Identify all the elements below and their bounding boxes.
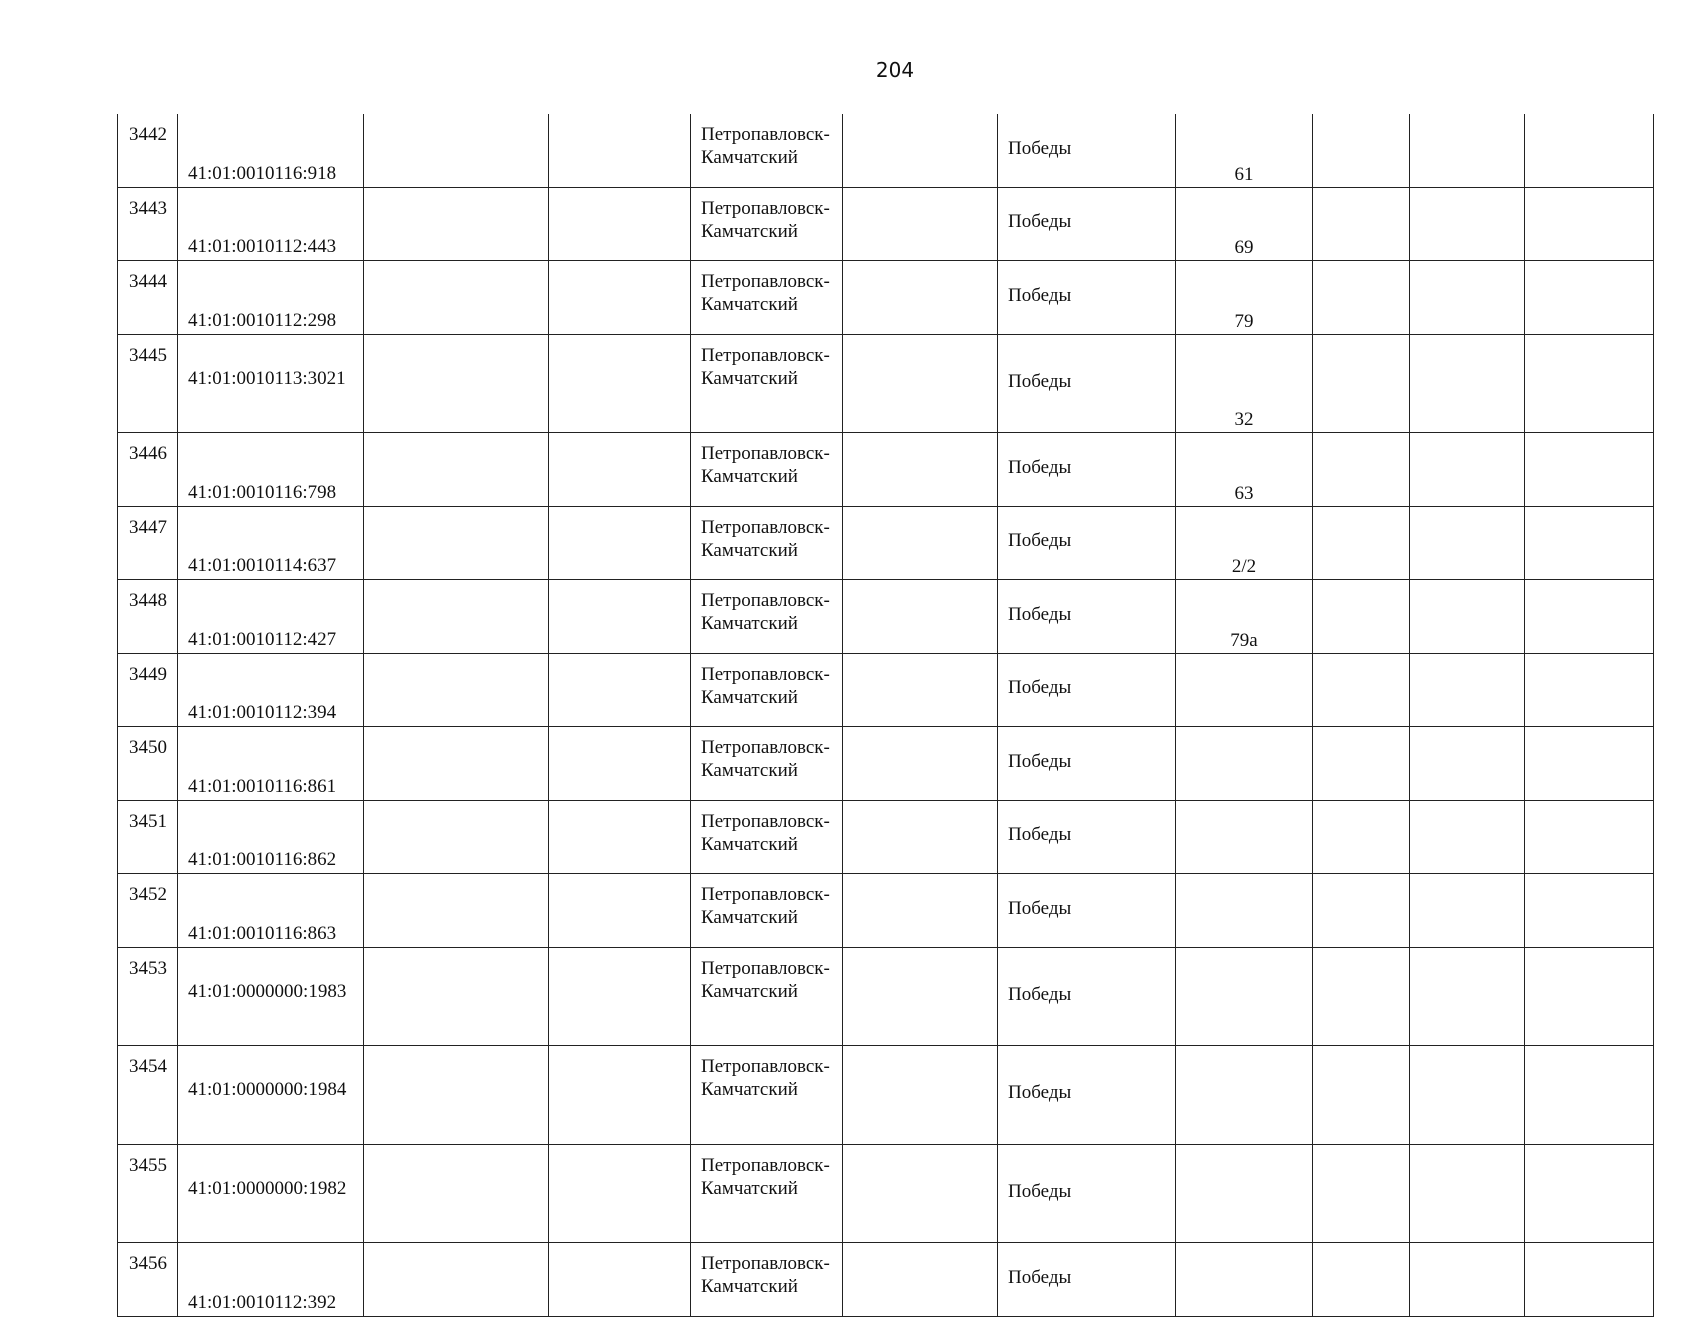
table-row	[118, 433, 1654, 507]
registry-table	[117, 114, 1654, 1317]
empty-cell	[1410, 114, 1525, 187]
row-number-cell: 3443	[118, 187, 178, 261]
row-number-cell: 3456	[118, 1243, 178, 1317]
empty-cell	[549, 580, 691, 654]
house-number-cell: 69	[1176, 187, 1313, 261]
cadastral-number-cell: 41:01:0010112:427	[178, 580, 364, 654]
table-row	[118, 261, 1654, 335]
empty-cell	[843, 653, 998, 727]
table-row	[118, 1243, 1654, 1317]
table-row	[118, 580, 1654, 654]
empty-cell	[1313, 114, 1410, 187]
cadastral-number-cell: 41:01:0010112:443	[178, 187, 364, 261]
street-cell: Победы	[998, 727, 1176, 801]
house-number-cell: 61	[1176, 114, 1313, 187]
city-cell: Петропавловск-Камчатский	[691, 1046, 843, 1145]
row-number-cell: 3448	[118, 580, 178, 654]
empty-cell	[1313, 1243, 1410, 1317]
table-row	[118, 947, 1654, 1046]
house-number-cell	[1176, 727, 1313, 801]
empty-cell	[1525, 874, 1654, 948]
empty-cell	[549, 261, 691, 335]
empty-cell	[1410, 1243, 1525, 1317]
empty-cell	[1313, 874, 1410, 948]
empty-cell	[843, 580, 998, 654]
row-number-cell: 3454	[118, 1046, 178, 1145]
street-cell: Победы	[998, 433, 1176, 507]
cadastral-number-cell: 41:01:0000000:1982	[178, 1144, 364, 1243]
empty-cell	[549, 1243, 691, 1317]
cadastral-number-cell: 41:01:0000000:1984	[178, 1046, 364, 1145]
empty-cell	[364, 947, 549, 1046]
empty-cell	[1410, 1144, 1525, 1243]
empty-cell	[843, 114, 998, 187]
empty-cell	[549, 433, 691, 507]
street-cell: Победы	[998, 947, 1176, 1046]
empty-cell	[364, 1243, 549, 1317]
empty-cell	[843, 1046, 998, 1145]
empty-cell	[1525, 580, 1654, 654]
empty-cell	[1525, 114, 1654, 187]
empty-cell	[1313, 653, 1410, 727]
city-cell: Петропавловск-Камчатский	[691, 947, 843, 1046]
house-number-cell	[1176, 1046, 1313, 1145]
empty-cell	[1410, 334, 1525, 433]
cadastral-number-cell: 41:01:0010112:298	[178, 261, 364, 335]
row-number-cell: 3455	[118, 1144, 178, 1243]
empty-cell	[1410, 653, 1525, 727]
row-number-cell: 3453	[118, 947, 178, 1046]
empty-cell	[843, 261, 998, 335]
empty-cell	[549, 187, 691, 261]
empty-cell	[1525, 727, 1654, 801]
row-number-cell: 3451	[118, 800, 178, 874]
house-number-cell	[1176, 1243, 1313, 1317]
empty-cell	[1313, 800, 1410, 874]
empty-cell	[364, 114, 549, 187]
empty-cell	[1525, 653, 1654, 727]
city-cell: Петропавловск-Камчатский	[691, 1144, 843, 1243]
empty-cell	[843, 1243, 998, 1317]
cadastral-number-cell: 41:01:0010116:918	[178, 114, 364, 187]
empty-cell	[549, 506, 691, 580]
empty-cell	[364, 506, 549, 580]
empty-cell	[843, 947, 998, 1046]
row-number-cell: 3447	[118, 506, 178, 580]
empty-cell	[1313, 506, 1410, 580]
empty-cell	[549, 947, 691, 1046]
empty-cell	[364, 1144, 549, 1243]
table-row	[118, 506, 1654, 580]
row-number-cell: 3444	[118, 261, 178, 335]
street-cell: Победы	[998, 1046, 1176, 1145]
house-number-cell: 63	[1176, 433, 1313, 507]
cadastral-number-cell: 41:01:0010116:861	[178, 727, 364, 801]
row-number-cell: 3450	[118, 727, 178, 801]
empty-cell	[1313, 1046, 1410, 1145]
empty-cell	[843, 187, 998, 261]
table-row	[118, 334, 1654, 433]
cadastral-number-cell: 41:01:0010116:863	[178, 874, 364, 948]
empty-cell	[364, 653, 549, 727]
house-number-cell: 79а	[1176, 580, 1313, 654]
empty-cell	[1525, 1243, 1654, 1317]
empty-cell	[1410, 947, 1525, 1046]
empty-cell	[549, 1046, 691, 1145]
empty-cell	[1525, 334, 1654, 433]
table-row	[118, 800, 1654, 874]
house-number-cell	[1176, 947, 1313, 1046]
row-number-cell: 3452	[118, 874, 178, 948]
city-cell: Петропавловск-Камчатский	[691, 114, 843, 187]
city-cell: Петропавловск-Камчатский	[691, 653, 843, 727]
empty-cell	[1410, 187, 1525, 261]
street-cell: Победы	[998, 800, 1176, 874]
empty-cell	[549, 1144, 691, 1243]
street-cell: Победы	[998, 1144, 1176, 1243]
empty-cell	[1410, 433, 1525, 507]
empty-cell	[364, 580, 549, 654]
table-row	[118, 1046, 1654, 1145]
empty-cell	[843, 433, 998, 507]
registry-body	[118, 114, 1654, 1316]
empty-cell	[1525, 1144, 1654, 1243]
empty-cell	[1525, 947, 1654, 1046]
empty-cell	[549, 114, 691, 187]
street-cell: Победы	[998, 114, 1176, 187]
house-number-cell: 2/2	[1176, 506, 1313, 580]
empty-cell	[1410, 800, 1525, 874]
empty-cell	[1525, 1046, 1654, 1145]
street-cell: Победы	[998, 506, 1176, 580]
empty-cell	[843, 334, 998, 433]
empty-cell	[1313, 433, 1410, 507]
cadastral-number-cell: 41:01:0010114:637	[178, 506, 364, 580]
empty-cell	[1410, 506, 1525, 580]
house-number-cell: 79	[1176, 261, 1313, 335]
empty-cell	[364, 727, 549, 801]
empty-cell	[843, 727, 998, 801]
empty-cell	[1410, 261, 1525, 335]
cadastral-number-cell: 41:01:0010116:798	[178, 433, 364, 507]
empty-cell	[549, 334, 691, 433]
empty-cell	[364, 1046, 549, 1145]
street-cell: Победы	[998, 187, 1176, 261]
house-number-cell	[1176, 800, 1313, 874]
street-cell: Победы	[998, 1243, 1176, 1317]
empty-cell	[1410, 580, 1525, 654]
table-row	[118, 653, 1654, 727]
empty-cell	[549, 800, 691, 874]
house-number-cell: 32	[1176, 334, 1313, 433]
empty-cell	[1525, 261, 1654, 335]
empty-cell	[1313, 727, 1410, 801]
row-number-cell: 3442	[118, 114, 178, 187]
empty-cell	[1313, 580, 1410, 654]
empty-cell	[843, 874, 998, 948]
row-number-cell: 3449	[118, 653, 178, 727]
empty-cell	[1525, 506, 1654, 580]
house-number-cell	[1176, 1144, 1313, 1243]
empty-cell	[549, 874, 691, 948]
cadastral-number-cell: 41:01:0000000:1983	[178, 947, 364, 1046]
row-number-cell: 3446	[118, 433, 178, 507]
empty-cell	[364, 261, 549, 335]
empty-cell	[549, 727, 691, 801]
empty-cell	[1525, 187, 1654, 261]
empty-cell	[1410, 874, 1525, 948]
page-number: 204	[875, 58, 915, 82]
empty-cell	[843, 800, 998, 874]
street-cell: Победы	[998, 580, 1176, 654]
cadastral-number-cell: 41:01:0010113:3021	[178, 334, 364, 433]
empty-cell	[1410, 1046, 1525, 1145]
street-cell: Победы	[998, 261, 1176, 335]
empty-cell	[364, 334, 549, 433]
city-cell: Петропавловск-Камчатский	[691, 261, 843, 335]
empty-cell	[1313, 187, 1410, 261]
empty-cell	[843, 506, 998, 580]
city-cell: Петропавловск-Камчатский	[691, 727, 843, 801]
empty-cell	[1525, 800, 1654, 874]
city-cell: Петропавловск-Камчатский	[691, 1243, 843, 1317]
empty-cell	[364, 800, 549, 874]
city-cell: Петропавловск-Камчатский	[691, 874, 843, 948]
house-number-cell	[1176, 653, 1313, 727]
empty-cell	[1525, 433, 1654, 507]
empty-cell	[1410, 727, 1525, 801]
cadastral-number-cell: 41:01:0010112:394	[178, 653, 364, 727]
table-row	[118, 874, 1654, 948]
city-cell: Петропавловск-Камчатский	[691, 800, 843, 874]
street-cell: Победы	[998, 334, 1176, 433]
empty-cell	[1313, 334, 1410, 433]
city-cell: Петропавловск-Камчатский	[691, 334, 843, 433]
table-row	[118, 727, 1654, 801]
street-cell: Победы	[998, 874, 1176, 948]
empty-cell	[1313, 1144, 1410, 1243]
table-row	[118, 187, 1654, 261]
street-cell: Победы	[998, 653, 1176, 727]
city-cell: Петропавловск-Камчатский	[691, 187, 843, 261]
row-number-cell: 3445	[118, 334, 178, 433]
table-row	[118, 114, 1654, 187]
house-number-cell	[1176, 874, 1313, 948]
empty-cell	[364, 187, 549, 261]
empty-cell	[843, 1144, 998, 1243]
empty-cell	[364, 874, 549, 948]
empty-cell	[364, 433, 549, 507]
table-row	[118, 1144, 1654, 1243]
city-cell: Петропавловск-Камчатский	[691, 580, 843, 654]
empty-cell	[1313, 947, 1410, 1046]
empty-cell	[549, 653, 691, 727]
city-cell: Петропавловск-Камчатский	[691, 433, 843, 507]
cadastral-number-cell: 41:01:0010116:862	[178, 800, 364, 874]
empty-cell	[1313, 261, 1410, 335]
city-cell: Петропавловск-Камчатский	[691, 506, 843, 580]
cadastral-number-cell: 41:01:0010112:392	[178, 1243, 364, 1317]
